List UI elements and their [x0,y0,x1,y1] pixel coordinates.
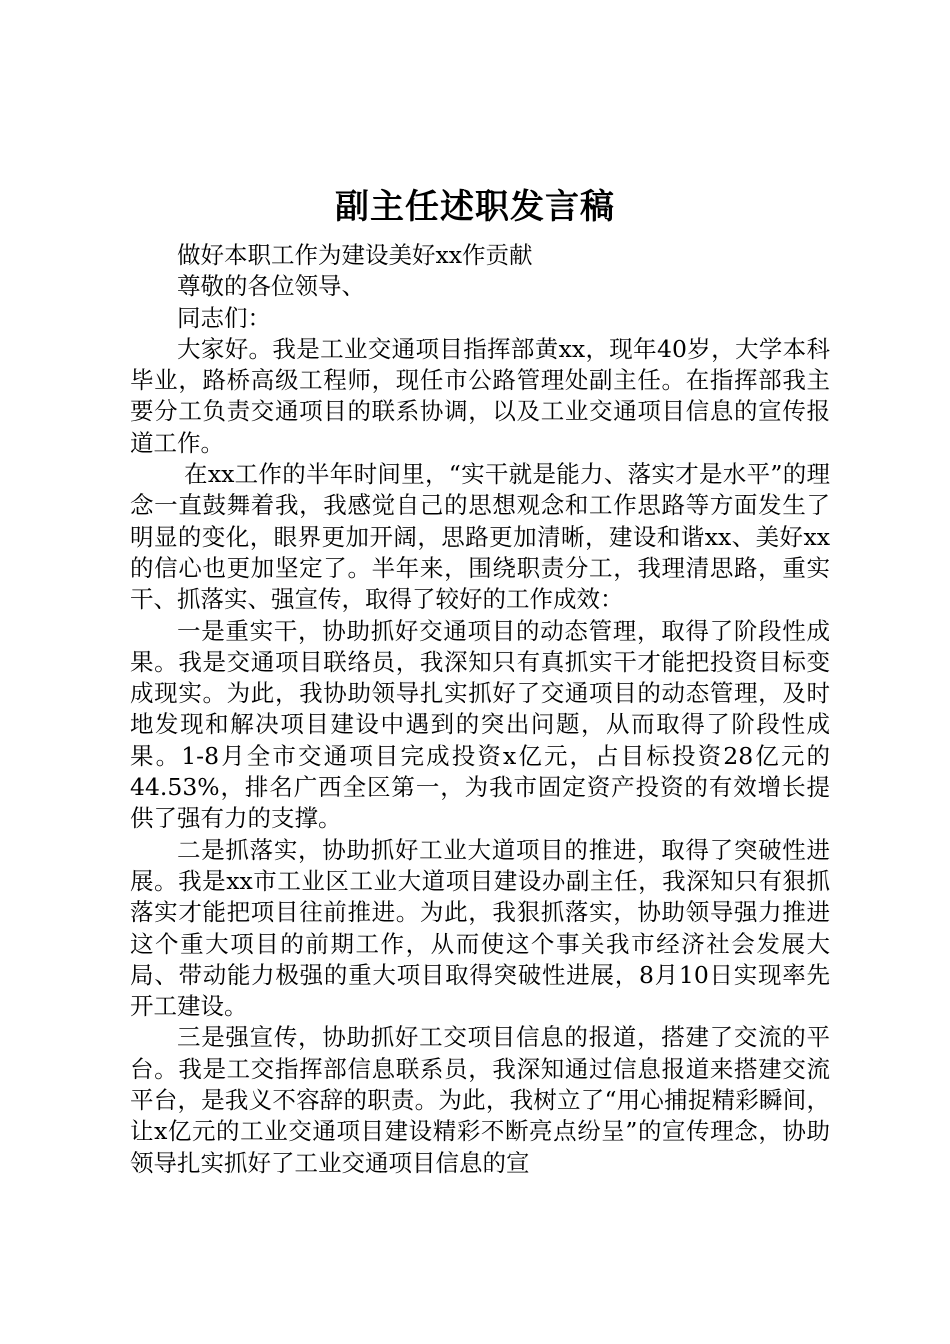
salutation-paragraph: 尊敬的各位领导、 [177,272,365,301]
body-paragraph: 一是重实干，协助抓好交通项目的动态管理，取得了阶段性成果。我是交通项目联络员，我深知只有真抓实干才能把投资目标变成现实。为此，我协助领导扎实抓好了交通项目的动态管理，及时地发现和解决项目建设中遇到的突出问题，从而取得了阶段性成果。1-8月全市交通项目完成投资x亿元，占目标投资28亿元的44.53%，排名广西全区第一，为我市固定资产投资的有效增长提供了强有力的支撑。 [130,616,830,833]
body-paragraph: 大家好。我是工业交通项目指挥部黄xx，现年40岁，大学本科毕业，路桥高级工程师，现任市公路管理处副主任。在指挥部我主要分工负责交通项目的联系协调，以及工业交通项目信息的宣传报道工作。 [130,334,830,457]
subtitle-paragraph: 做好本职工作为建设美好xx作贡献 [177,241,533,269]
salutation-paragraph: 同志们： [177,303,271,332]
document-body [130,240,830,1179]
body-paragraph: 在xx工作的半年时间里，“实干就是能力、落实才是水平”的理念一直鼓舞着我，我感觉自己的思想观念和工作思路等方面发生了明显的变化，眼界更加开阔，思路更加清晰，建设和谐xx、美好xx的信心也更加坚定了。半年来，围绕职责分工，我理清思路，重实干、抓落实、强宣传，取得了较好的工作成效： [130,460,830,614]
document-title: 副主任述职发言稿 [335,187,615,227]
body-paragraph: 二是抓落实，协助抓好工业大道项目的推进，取得了突破性进展。我是xx市工业区工业大道项目建设办副主任，我深知只有狠抓落实才能把项目往前推进。为此，我狠抓落实，协助领导强力推进这个重大项目的前期工作，从而使这个事关我市经济社会发展大局、带动能力极强的重大项目取得突破性进展，8月10日实现率先开工建设。 [130,835,830,1021]
body-paragraph: 三是强宣传，协助抓好工交项目信息的报道，搭建了交流的平台。我是工交指挥部信息联系员，我深知通过信息报道来搭建交流平台，是我义不容辞的职责。为此，我树立了“用心捕捉精彩瞬间，让x亿元的工业交通项目建设精彩不断亮点纷呈”的宣传理念，协助领导扎实抓好了工业交通项目信息的宣 [130,1023,830,1177]
